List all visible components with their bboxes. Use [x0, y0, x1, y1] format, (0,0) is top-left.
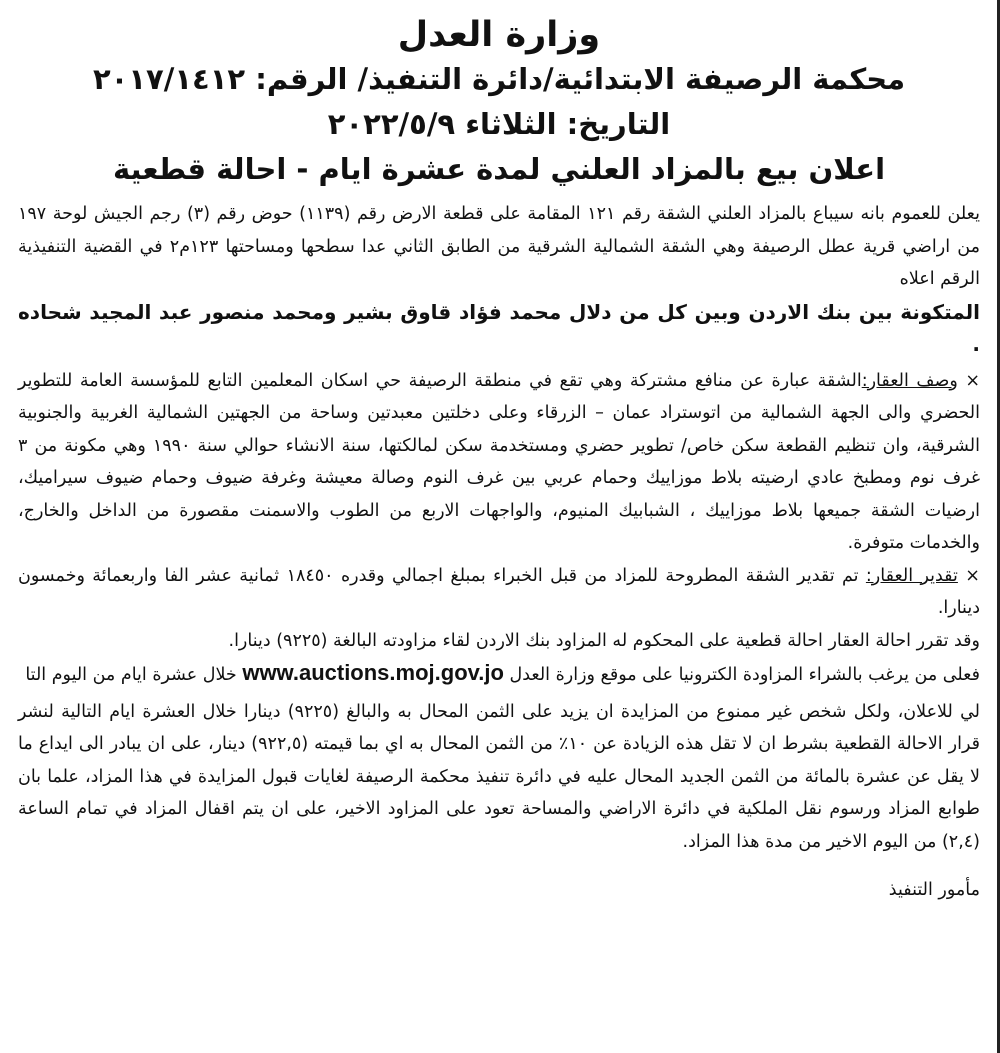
property-valuation-paragraph [18, 560, 980, 625]
property-description-text: الشقة عبارة عن منافع مشتركة وهي تقع في منطقة الرصيفة حي اسكان المعلمين التابع للمؤسسة العامة للتطوير الحضري والى الجهة الشمالية من اتوستراد عمان – الزرقاء وعلى دخلتين معبدتين وساحة من الجهتين الشمالية الغربية والجنوبية الشرقية، وان تنظيم القطعة سكن خاص/ تطوير حضري ومستخدمة سكن لمالكتها، سنة الانشاء حوالي سنة ١٩٩٠ وهي مكونة من ٣ غرف نوم ومطبخ عادي ارضيته بلاط موزاييك وحمام عربي بين غرف النوم وصالة معيشة وغرفة ضيوف وحمام ضيوف سيراميك، ارضيات الشقة جميعها بلاط موزاييك ، الشبابيك المنيوم، والواجهات الاربع من الطوب والاسمنت مقصورة من الداخل والخارج، والخدمات متوفرة. [18, 370, 980, 553]
terms-paragraph: لي للاعلان، ولكل شخص غير ممنوع من المزايدة ان يزيد على الثمن المحال به والبالغ (٩٢٢٥) دينارا خلال العشرة ايام التالية لنشر قرار الاحالة القطعية بشرط ان لا تقل هذه الزيادة عن ١٠٪ من الثمن المحال به اي بما قيمته (٩٢٢,٥) دينار، على ان يبادر الى ايداع ما لا يقل عن عشرة بالمائة من الثمن الجديد المحال عليه في دائرة تنفيذ محكمة الرصيفة لغايات قبول المزايدة في هذا المزاد، علما بان طوابع المزاد ورسوم نقل الملكية في دائرة الاراضي والمساحة تعود على المزاود الاخير، على ان يتم اقفال المزاد في تمام الساعة (٢,٤) من اليوم الاخير من مدة هذا المزاد. [18, 701, 980, 852]
property-valuation-label: تقدير العقار: [865, 565, 958, 586]
online-bidding-paragraph [18, 657, 980, 692]
online-bidding-after: خلال عشرة ايام من اليوم التا [25, 665, 237, 685]
court-case-heading: محكمة الرصيفة الابتدائية/دائرة التنفيذ/ الرقم: ٢٠١٧/١٤١٢ [92, 62, 906, 96]
online-bidding-before: فعلى من يرغب بالشراء المزاودة الكترونيا على موقع وزارة العدل [509, 665, 980, 685]
decision-paragraph: وقد تقرر احالة العقار احالة قطعية على المحكوم له المزاود بنك الاردن لقاء مزاودته البالغة (٩٢٢٥) دينارا. [228, 630, 980, 651]
property-description-paragraph [18, 365, 980, 560]
announcement-title: اعلان بيع بالمزاد العلني لمدة عشرة ايام - احالة قطعية [112, 152, 886, 186]
ministry-heading: وزارة العدل [397, 15, 601, 55]
parties-line: المتكونة بين بنك الاردن وبين كل من دلال محمد فؤاد قاوق بشير ومحمد منصور عبد المجيد شحاده . [18, 299, 980, 356]
signature: مأمور التنفيذ [888, 880, 980, 900]
bullet-icon: × [965, 370, 980, 391]
auction-website-link[interactable]: www.auctions.moj.gov.jo [242, 660, 504, 685]
property-description-label: وصف العقار: [861, 370, 958, 391]
intro-text: يعلن للعموم بانه سيباع بالمزاد العلني الشقة رقم ١٢١ المقامة على قطعة الارض رقم (١١٣٩) حوض رقم (٣) رجم الجيش لوحة ١٩٧ من اراضي قرية عطل الرصيفة وهي الشقة الشمالية الشرقية من الطابق الثاني عدا سطحها ومساحتها ١٢٣م٢ في القضية التنفيذية الرقم اعلاه [18, 204, 980, 289]
intro-paragraph [18, 198, 980, 296]
bullet-icon: × [965, 565, 980, 586]
date-heading: التاريخ: الثلاثاء ٢٠٢٢/٥/٩ [327, 107, 671, 141]
property-valuation-text: تم تقدير الشقة المطروحة للمزاد من قبل الخبراء بمبلغ اجمالي وقدره ١٨٤٥٠ ثمانية عشر الفا واربعمائة وخمسون دينارا. [18, 565, 980, 618]
